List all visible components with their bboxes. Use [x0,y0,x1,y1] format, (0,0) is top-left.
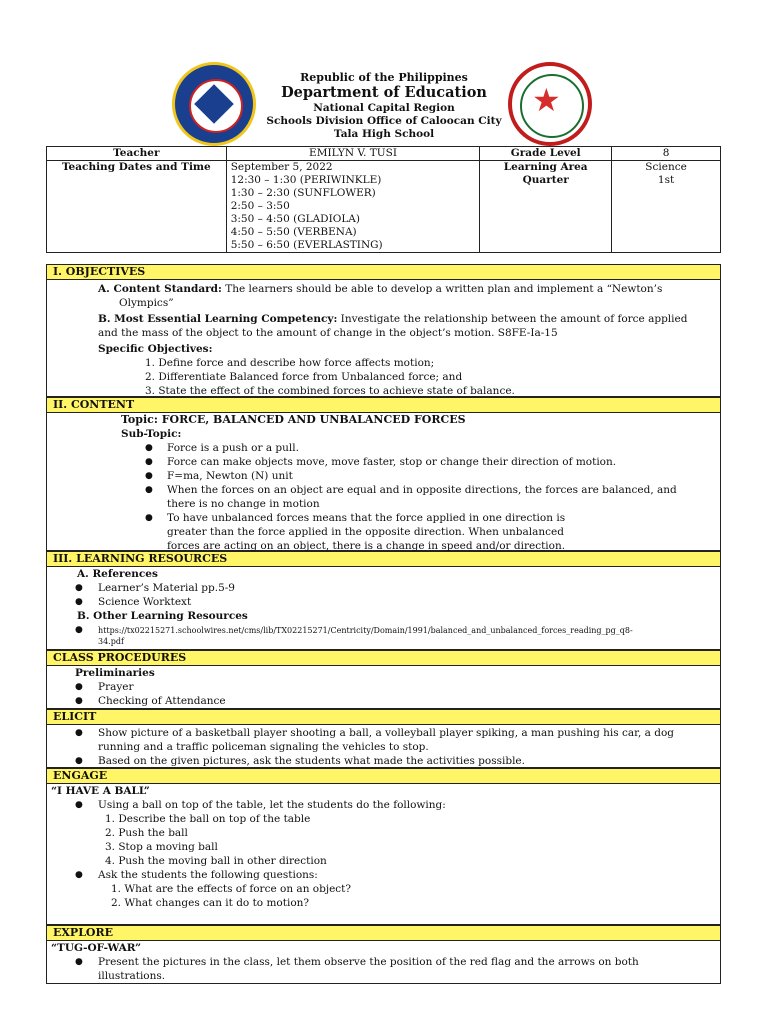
school-line: Tala High School [333,128,435,140]
list-item: ● Ask the students the following questions: [75,869,318,881]
list-item: ● When the forces on an object are equal and in opposite directions, the forces are balanced, and there is no change in motion [145,484,677,510]
date-value: September 5, 2022 [230,161,333,173]
content-standard-text-2: Olympics” [119,297,174,309]
content-heading: II. CONTENT [46,397,721,413]
list-item: ● Using a ball on top of the table, let the students do the following: [75,799,446,811]
list-item: ● Based on the given pictures, ask the students what made the activities possible. [75,755,525,767]
time-slot: 1:30 – 2:30 (SUNFLOWER) [230,187,376,199]
list-item: ● Present the pictures in the class, let them observe the position of the red flag and the arrows on both illustrations. [75,956,639,982]
other-resources-label: B. Other Learning Resources [77,610,248,622]
region-line: National Capital Region [313,102,455,114]
elicit-heading: ELICIT [46,709,721,725]
resource-link[interactable]: ● https://tx02215271.schoolwires.net/cms/lib/TX02215271/Centricity/Domain/1991/balanced_and_unbalanced_forces_reading_pg_q8- 34.pdf [75,625,633,646]
explore-section [46,941,721,984]
date-time-cell [226,161,480,253]
list-item: ● Learner’s Material pp.5-9 [75,582,235,594]
list-item: ● Show picture of a basketball player shooting a ball, a volleyball player spiking, a man pushing his car, a dog running and a traffic policeman signaling the vehicles to stop. [75,727,675,753]
time-slot: 2:50 – 3:50 [230,200,290,212]
engage-activity-title: “I HAVE A BALL” [51,785,150,797]
objective-item: 3. State the effect of the combined forces to achieve state of balance. [145,385,515,397]
engage-step: 1. Describe the ball on top of the table [105,813,311,825]
objectives-heading: I. OBJECTIVES [46,264,721,280]
list-item: ● Checking of Attendance [75,695,226,707]
topic-line: Topic: FORCE, BALANCED AND UNBALANCED FORCES [121,413,466,426]
references-label: A. References [77,568,158,580]
content-section [46,413,721,551]
preliminaries-label: Preliminaries [75,667,155,679]
area-quarter-values [612,161,721,253]
grade-label: Grade Level [480,147,612,161]
grade-value: 8 [612,147,721,161]
engage-section [46,784,721,925]
explore-activity-title: “TUG-OF-WAR” [51,942,142,954]
melc-label: B. Most Essential Learning Competency: [98,313,338,325]
time-slot: 4:50 – 5:50 (VERBENA) [230,226,357,238]
procedures-heading: CLASS PROCEDURES [46,650,721,666]
objectives-section [46,280,721,397]
procedures-section [46,666,721,709]
melc-text-2: and the mass of the object to the amount of change in the object’s motion. S8FE-Ia-15 [98,327,558,339]
time-slot: 5:50 – 6:50 (EVERLASTING) [230,239,383,251]
quarter-value: 1st [657,174,675,186]
content-standard-label: A. Content Standard: [98,283,222,295]
time-slot: 12:30 – 1:30 (PERIWINKLE) [230,174,382,186]
engage-step: 3. Stop a moving ball [105,841,218,853]
elicit-section [46,725,721,768]
department-title: Department of Education [281,84,487,101]
list-item: ● Science Worktext [75,596,192,608]
resources-heading: III. LEARNING RESOURCES [46,551,721,567]
objective-item: 1. Define force and describe how force affects motion; [145,357,435,369]
division-line: Schools Division Office of Caloocan City [266,115,502,127]
republic-line: Republic of the Philippines [300,71,468,84]
engage-question: 1. What are the effects of force on an object? [111,883,352,895]
time-slot: 3:50 – 4:50 (GLADIOLA) [230,213,360,225]
lesson-info-table [46,146,721,253]
area-label: Learning Area [503,161,588,173]
explore-heading: EXPLORE [46,925,721,941]
list-item: ● F=ma, Newton (N) unit [145,470,293,482]
school-seal-logo: ★ [508,62,592,146]
specific-objectives-label: Specific Objectives: [98,343,213,355]
list-item: ● Force is a push or a pull. [145,442,299,454]
list-item: ● Prayer [75,681,134,693]
content-standard-text: The learners should be able to develop a written plan and implement a “Newton’s [221,283,663,295]
engage-question: 2. What changes can it do to motion? [111,897,310,909]
area-quarter-labels [480,161,612,253]
resources-section [46,567,721,650]
melc-text: Investigate the relationship between the amount of force applied [337,313,688,325]
subtopic-label: Sub-Topic: [121,428,182,440]
engage-step: 2. Push the ball [105,827,188,839]
letterhead [0,0,768,146]
dates-label: Teaching Dates and Time [47,161,227,253]
engage-step: 4. Push the moving ball in other direction [105,855,327,867]
engage-heading: ENGAGE [46,768,721,784]
teacher-value: EMILYN V. TUSI [226,147,480,161]
quarter-label: Quarter [522,174,569,186]
list-item: ● Force can make objects move, move faster, stop or change their direction of motion. [145,456,617,468]
teacher-label: Teacher [47,147,227,161]
lesson-plan-body [46,264,721,984]
objective-item: 2. Differentiate Balanced force from Unbalanced force; and [145,371,463,383]
list-item: ● To have unbalanced forces means that the force applied in one direction is greater than the force applied in the opposite direction. When unbalanced forces are acting on an object, there is a change in speed and/or direction. [145,512,566,552]
area-value: Science [645,161,687,173]
